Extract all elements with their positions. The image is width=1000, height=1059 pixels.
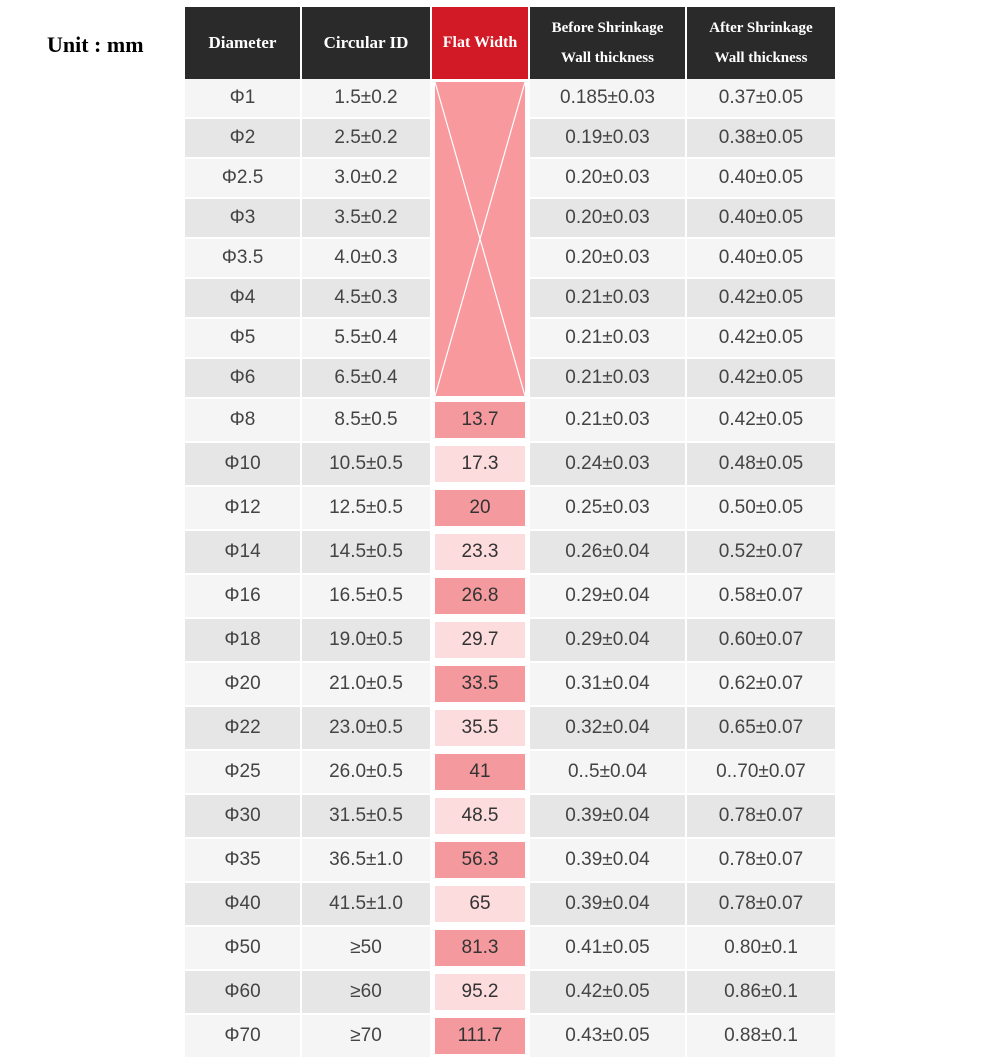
cell-circular-id: 1.5±0.2 (301, 79, 431, 118)
cell-flat-width (431, 486, 529, 530)
header-after-line1: After Shrinkage (709, 19, 813, 36)
cell-circular-id: 36.5±1.0 (301, 838, 431, 882)
cell-before-shrinkage: 0.21±0.03 (529, 318, 686, 358)
cell-before-shrinkage: 0.39±0.04 (529, 838, 686, 882)
cell-after-shrinkage: 0.42±0.05 (686, 278, 835, 318)
cell-after-shrinkage: 0.88±0.1 (686, 1014, 835, 1058)
cell-circular-id: 19.0±0.5 (301, 618, 431, 662)
cell-after-shrinkage: 0.78±0.07 (686, 794, 835, 838)
header-before-line2: Wall thickness (561, 50, 654, 66)
flat-width-value: 33.5 (435, 666, 525, 702)
header-after-line2: Wall thickness (714, 50, 808, 66)
flat-width-value: 81.3 (435, 930, 525, 966)
cell-circular-id: 23.0±0.5 (301, 706, 431, 750)
cell-diameter: Φ20 (185, 662, 301, 706)
header-before-line1: Before Shrinkage (551, 19, 664, 36)
flat-width-value: 48.5 (435, 798, 525, 834)
cell-flat-width (431, 838, 529, 882)
table-row (185, 486, 835, 530)
cell-after-shrinkage: 0.37±0.05 (686, 79, 835, 118)
header-diameter: Diameter (185, 7, 301, 79)
cell-before-shrinkage: 0.24±0.03 (529, 442, 686, 486)
cell-flat-width (431, 882, 529, 926)
cell-diameter: Φ3 (185, 198, 301, 238)
spec-table (185, 7, 835, 1059)
flat-width-value: 20 (435, 490, 525, 526)
cell-diameter: Φ50 (185, 926, 301, 970)
cell-circular-id: 6.5±0.4 (301, 358, 431, 398)
cell-before-shrinkage: 0.39±0.04 (529, 882, 686, 926)
cell-before-shrinkage: 0.21±0.03 (529, 398, 686, 442)
cell-before-shrinkage: 0.185±0.03 (529, 79, 686, 118)
cell-before-shrinkage: 0.21±0.03 (529, 358, 686, 398)
cell-after-shrinkage: 0.52±0.07 (686, 530, 835, 574)
cell-circular-id: ≥60 (301, 970, 431, 1014)
table-row (185, 442, 835, 486)
cell-before-shrinkage: 0.41±0.05 (529, 926, 686, 970)
flat-width-value: 35.5 (435, 710, 525, 746)
cell-diameter: Φ8 (185, 398, 301, 442)
cell-diameter: Φ35 (185, 838, 301, 882)
cell-before-shrinkage: 0.21±0.03 (529, 278, 686, 318)
cell-circular-id: 41.5±1.0 (301, 882, 431, 926)
cell-before-shrinkage: 0..5±0.04 (529, 750, 686, 794)
cell-after-shrinkage: 0.78±0.07 (686, 882, 835, 926)
cell-flat-width (431, 750, 529, 794)
table-row (185, 79, 835, 118)
header-before-shrinkage (529, 7, 686, 79)
cell-circular-id: 26.0±0.5 (301, 750, 431, 794)
table-row (185, 838, 835, 882)
cell-circular-id: 31.5±0.5 (301, 794, 431, 838)
cell-circular-id: 4.0±0.3 (301, 238, 431, 278)
table-row (185, 970, 835, 1014)
table-row (185, 530, 835, 574)
header-after-shrinkage (686, 7, 835, 79)
flat-width-value: 95.2 (435, 974, 525, 1010)
cell-diameter: Φ22 (185, 706, 301, 750)
cell-diameter: Φ40 (185, 882, 301, 926)
cell-before-shrinkage: 0.20±0.03 (529, 158, 686, 198)
cell-after-shrinkage: 0.65±0.07 (686, 706, 835, 750)
flat-width-value: 23.3 (435, 534, 525, 570)
flat-width-value: 17.3 (435, 446, 525, 482)
flat-width-value: 29.7 (435, 622, 525, 658)
cell-after-shrinkage: 0.60±0.07 (686, 618, 835, 662)
cell-before-shrinkage: 0.32±0.04 (529, 706, 686, 750)
cell-after-shrinkage: 0.86±0.1 (686, 970, 835, 1014)
cell-after-shrinkage: 0.42±0.05 (686, 358, 835, 398)
cell-before-shrinkage: 0.43±0.05 (529, 1014, 686, 1058)
cell-flat-width (431, 618, 529, 662)
cell-after-shrinkage: 0.62±0.07 (686, 662, 835, 706)
cell-after-shrinkage: 0.58±0.07 (686, 574, 835, 618)
cell-flat-width-not-applicable (431, 79, 529, 398)
cell-diameter: Φ14 (185, 530, 301, 574)
cell-flat-width (431, 530, 529, 574)
cell-before-shrinkage: 0.31±0.04 (529, 662, 686, 706)
cell-before-shrinkage: 0.20±0.03 (529, 238, 686, 278)
cell-circular-id: 4.5±0.3 (301, 278, 431, 318)
cell-circular-id: 2.5±0.2 (301, 118, 431, 158)
cell-flat-width (431, 398, 529, 442)
cell-circular-id: 14.5±0.5 (301, 530, 431, 574)
table-row (185, 706, 835, 750)
table-row (185, 574, 835, 618)
cell-diameter: Φ18 (185, 618, 301, 662)
unit-label: Unit : mm (47, 32, 144, 57)
flat-width-value: 65 (435, 886, 525, 922)
header-circular-id: Circular ID (301, 7, 431, 79)
cell-circular-id: 3.5±0.2 (301, 198, 431, 238)
cell-after-shrinkage: 0..70±0.07 (686, 750, 835, 794)
table-row (185, 662, 835, 706)
flat-width-value: 41 (435, 754, 525, 790)
cell-diameter: Φ1 (185, 79, 301, 118)
table-body (185, 79, 835, 1058)
cell-before-shrinkage: 0.26±0.04 (529, 530, 686, 574)
cell-flat-width (431, 926, 529, 970)
cell-circular-id: 8.5±0.5 (301, 398, 431, 442)
header-flat-width: Flat Width (431, 7, 529, 79)
cell-after-shrinkage: 0.80±0.1 (686, 926, 835, 970)
cell-circular-id: 10.5±0.5 (301, 442, 431, 486)
table-row (185, 1014, 835, 1058)
cell-after-shrinkage: 0.38±0.05 (686, 118, 835, 158)
cell-before-shrinkage: 0.39±0.04 (529, 794, 686, 838)
cell-circular-id: 21.0±0.5 (301, 662, 431, 706)
cell-diameter: Φ6 (185, 358, 301, 398)
cell-after-shrinkage: 0.40±0.05 (686, 198, 835, 238)
cross-icon (435, 82, 525, 396)
flat-width-value: 111.7 (435, 1018, 525, 1054)
table-header (185, 7, 835, 79)
cell-diameter: Φ12 (185, 486, 301, 530)
cell-diameter: Φ16 (185, 574, 301, 618)
cell-diameter: Φ10 (185, 442, 301, 486)
cell-before-shrinkage: 0.25±0.03 (529, 486, 686, 530)
cell-flat-width (431, 442, 529, 486)
cell-circular-id: 12.5±0.5 (301, 486, 431, 530)
cell-circular-id: 5.5±0.4 (301, 318, 431, 358)
table-row (185, 750, 835, 794)
cell-before-shrinkage: 0.42±0.05 (529, 970, 686, 1014)
cell-diameter: Φ30 (185, 794, 301, 838)
cell-after-shrinkage: 0.50±0.05 (686, 486, 835, 530)
table-row (185, 794, 835, 838)
cell-diameter: Φ2.5 (185, 158, 301, 198)
cell-circular-id: ≥50 (301, 926, 431, 970)
cell-after-shrinkage: 0.40±0.05 (686, 238, 835, 278)
table-row (185, 618, 835, 662)
cell-flat-width (431, 1014, 529, 1058)
table-row (185, 398, 835, 442)
cell-after-shrinkage: 0.48±0.05 (686, 442, 835, 486)
cell-diameter: Φ2 (185, 118, 301, 158)
cell-diameter: Φ4 (185, 278, 301, 318)
cell-circular-id: ≥70 (301, 1014, 431, 1058)
cell-diameter: Φ70 (185, 1014, 301, 1058)
cell-diameter: Φ5 (185, 318, 301, 358)
header-row (185, 7, 835, 79)
flat-width-value: 56.3 (435, 842, 525, 878)
cell-before-shrinkage: 0.19±0.03 (529, 118, 686, 158)
table-row (185, 882, 835, 926)
cell-before-shrinkage: 0.29±0.04 (529, 574, 686, 618)
cell-after-shrinkage: 0.78±0.07 (686, 838, 835, 882)
cell-after-shrinkage: 0.42±0.05 (686, 398, 835, 442)
cell-flat-width (431, 706, 529, 750)
cell-after-shrinkage: 0.40±0.05 (686, 158, 835, 198)
flat-width-value: 13.7 (435, 402, 525, 438)
cell-flat-width (431, 970, 529, 1014)
cell-flat-width (431, 574, 529, 618)
cell-diameter: Φ60 (185, 970, 301, 1014)
cell-circular-id: 16.5±0.5 (301, 574, 431, 618)
cell-before-shrinkage: 0.29±0.04 (529, 618, 686, 662)
cell-flat-width (431, 794, 529, 838)
cell-diameter: Φ25 (185, 750, 301, 794)
table-row (185, 926, 835, 970)
cell-flat-width (431, 662, 529, 706)
cell-after-shrinkage: 0.42±0.05 (686, 318, 835, 358)
cell-circular-id: 3.0±0.2 (301, 158, 431, 198)
cell-diameter: Φ3.5 (185, 238, 301, 278)
cell-before-shrinkage: 0.20±0.03 (529, 198, 686, 238)
flat-width-value: 26.8 (435, 578, 525, 614)
